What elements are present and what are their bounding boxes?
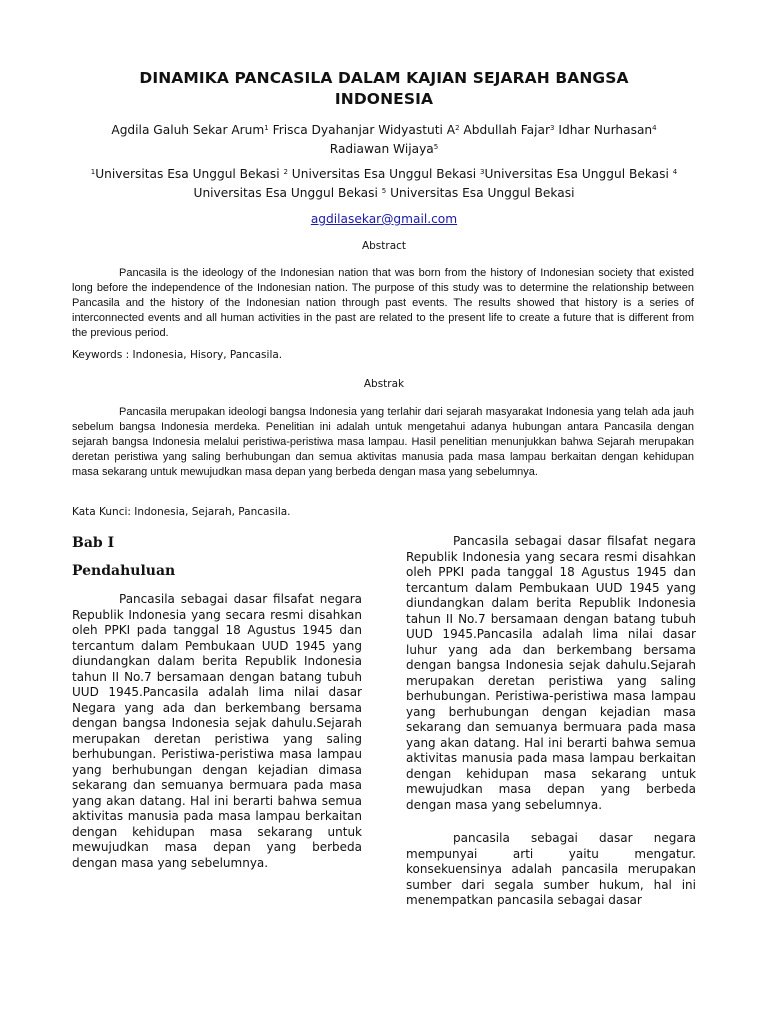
affiliation: Universitas Esa Unggul Bekasi [287, 167, 481, 181]
author-name: Agdila Galuh Sekar Arum [111, 123, 265, 137]
body-paragraph: Pancasila sebagai dasar filsafat negara Republik Indonesia yang secara resmi disahkan oleh PPKI pada tanggal 18 Agustus 1945 dan tercantum dalam Pembukaan UUD 1945 yang diundangkan dalam berita Republik Indonesia tahun II No.7 bersamaan dengan batang tubuh UUD 1945.Pancasila adalah lima nilai dasar Negara yang ada dan berkembang bersama dengan bangsa Indonesia sejak dahulu.Sejarah merupakan deretan peristiwa yang saling berhubungan. Peristiwa-peristiwa masa lampau yang berhubungan dengan kejadian dimasa sekarang dan semuanya bermuara pada masa yang akan datang. Hal ini berarti bahwa semua aktivitas manusia pada masa lampau berkaitan dengan kehidupan masa sekarang untuk mewujudkan masa depan yang berbeda dengan masa yang sebelumnya. [72, 592, 362, 870]
author-list [60, 121, 708, 159]
abstract-heading: Abstract [361, 240, 407, 252]
author-name: Abdullah Fajar [459, 123, 551, 137]
author-sup: 5 [433, 143, 439, 151]
author-sup: 2 [455, 124, 460, 132]
body-paragraph: Pancasila sebagai dasar filsafat negara Republik Indonesia yang secara resmi disahkan oleh PPKI pada tanggal 18 Agustus 1945 dan tercantum dalam Pembukaan UUD 1945 yang diundangkan dalam berita Republik Indonesia tahun II No.7 bersamaan dengan batang tubuh UUD 1945.Pancasila adalah lima nilai dasar luhur yang ada dan berkembang bersama dengan bangsa Indonesia sejak dahulu.Sejarah merupakan deretan peristiwa yang saling berhubungan. Peristiwa-peristiwa masa lampau yang berhubungan dengan kejadian masa sekarang dan semuanya bermuara pada masa yang akan datang. Hal ini berarti bahwa semua aktivitas manusia pada masa lampau berkaitan dengan kehidupan masa sekarang untuk mewujudkan masa depan yang berbeda dengan masa yang sebelumnya. [406, 534, 696, 812]
right-column [406, 534, 696, 927]
keywords: Keywords : Indonesia, Hisory, Pancasila. [72, 349, 283, 361]
abstrak-heading: Abstrak [363, 378, 405, 390]
kata-kunci: Kata Kunci: Indonesia, Sejarah, Pancasila. [72, 506, 291, 518]
abstrak-text: Pancasila merupakan ideologi bangsa Indonesia yang terlahir dari sejarah masyarakat Indonesia yang telah ada jauh sebelum bangsa Indonesia merdeka. Penelitian ini adalah untuk mengetahui adanya hubungan antara Pancasila dengan sejarah bangsa Indonesia melalui peristiwa-peristiwa masa lampau. Hasil penelitian menunjukkan bahwa Sejarah merupakan deretan peristiwa yang saling berhubungan dan semua aktivitas manusia pada masa lampau berkaitan dengan kehidupan masa sekarang untuk mewujudkan masa depan yang berbeda dengan masa yang sebelumnya. [72, 406, 694, 478]
author-sup: 1 [264, 124, 269, 132]
paper-title [110, 68, 658, 110]
author-sup: 3 [550, 124, 555, 132]
affiliation-sup: 2 [283, 168, 288, 176]
author-email-link[interactable]: agdilasekar@gmail.com [310, 212, 458, 226]
email-line [60, 210, 708, 229]
affiliation: Universitas Esa Unggul Bekasi [484, 167, 673, 181]
affiliation-sup: 4 [672, 168, 678, 176]
section-heading: Pendahuluan [72, 563, 176, 579]
affiliation: Universitas Esa Unggul Bekasi [386, 186, 575, 200]
title-line-1: DINAMIKA PANCASILA DALAM KAJIAN SEJARAH BANGSA [139, 69, 629, 87]
affiliation-sup: 5 [381, 187, 387, 195]
author-name: Idhar Nurhasan [554, 123, 653, 137]
author-sup: 4 [652, 124, 657, 132]
affiliation-list [60, 165, 708, 203]
affiliation: Universitas Esa Unggul Bekasi [193, 186, 382, 200]
author-name: Frisca Dyahanjar Widyastuti A [268, 123, 456, 137]
author-name: Radiawan Wijaya [329, 142, 434, 156]
body-paragraph: pancasila sebagai dasar negara mempunyai arti yaitu mengatur. konsekuensinya adalah pancasila merupakan sumber dari segala sumber hukum, hal ini menempatkan pancasila sebagai dasar [406, 831, 696, 907]
affiliation: Universitas Esa Unggul Bekasi [95, 167, 284, 181]
affiliation-sup: 1 [90, 168, 96, 176]
chapter-heading: Bab I [72, 535, 115, 551]
abstract-text: Pancasila is the ideology of the Indonesian nation that was born from the history of Indonesian society that existed long before the independence of the Indonesian nation. The purpose of this study was to determine the relationship between Pancasila and the history of the Indonesian nation through past events. The results showed that history is a series of interconnected events and all human activities in the past are related to the present life to create a future that is different from the previous period. [72, 267, 694, 339]
left-column [72, 592, 362, 889]
affiliation-sup: 3 [480, 168, 485, 176]
title-line-2: INDONESIA [334, 90, 434, 108]
